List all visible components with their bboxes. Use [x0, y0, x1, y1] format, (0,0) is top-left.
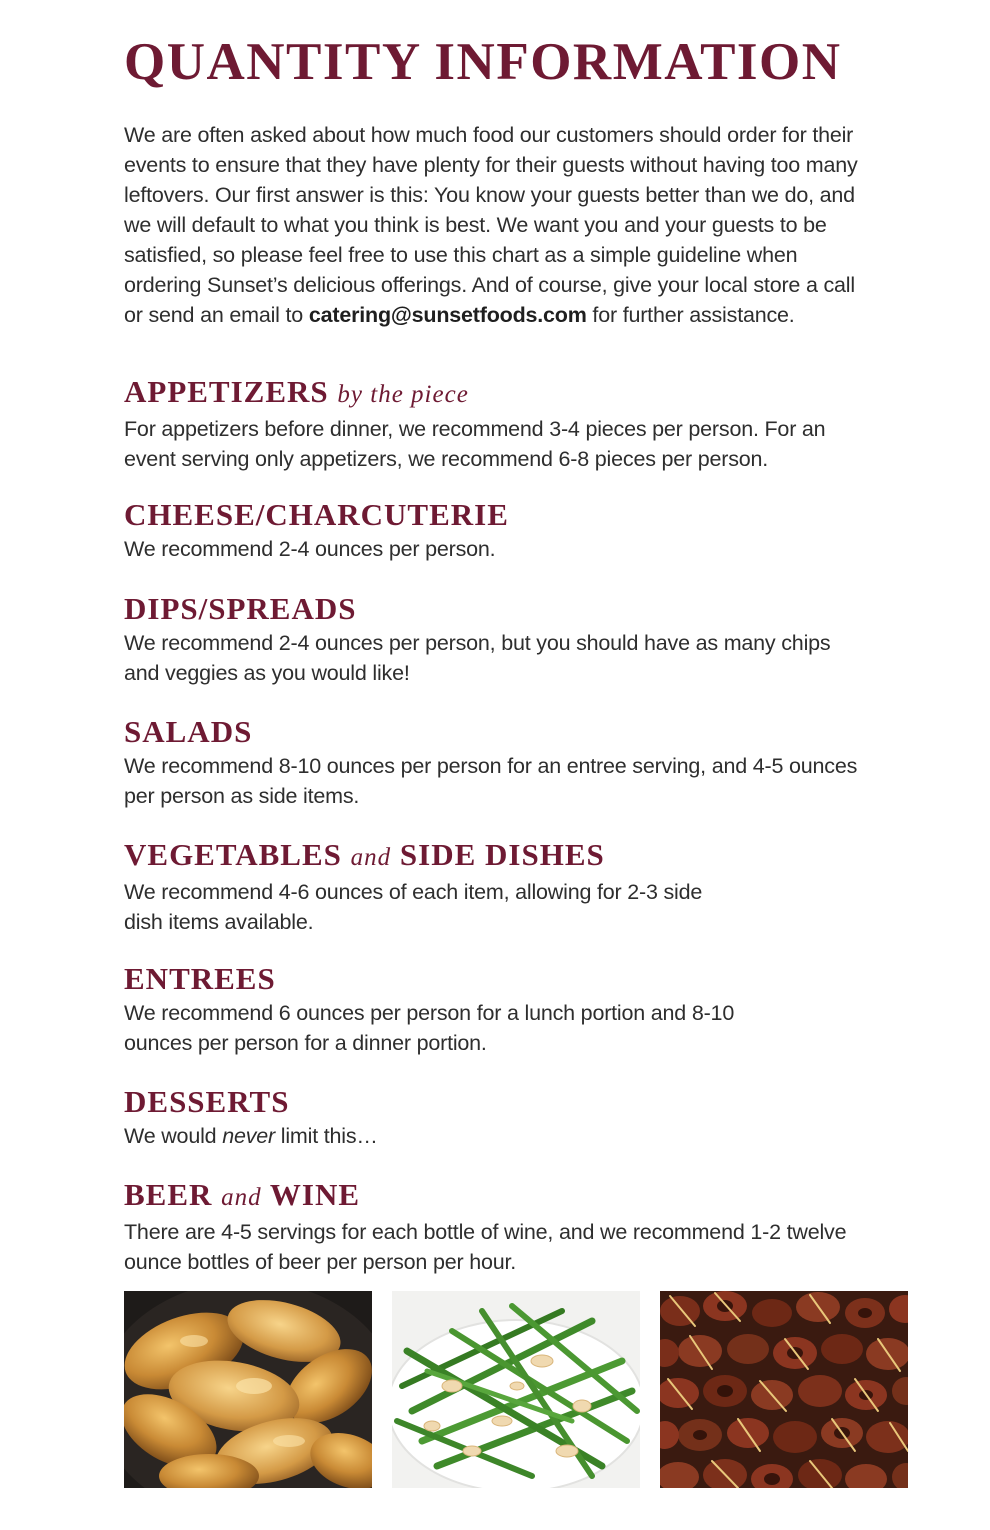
section-title-part-a: VEGETABLES [124, 837, 342, 872]
section-desserts [124, 1084, 864, 1151]
section-body: We recommend 6 ounces per person for a lunch portion and 8-10 ounces per person for a dinner portion. [124, 1001, 735, 1055]
section-body: For appetizers before dinner, we recommend 3-4 pieces per person. For an event serving only appetizers, we recommend 6-8 pieces per person. [124, 417, 826, 471]
section-body: We recommend 2-4 ounces per person. [124, 537, 496, 561]
intro-text-end: for further assistance. [586, 303, 795, 327]
section-title [124, 1177, 864, 1216]
section-title: ENTREES [124, 961, 276, 996]
section-body: We recommend 2-4 ounces per person, but you should have as many chips and veggies as you would like! [124, 631, 831, 685]
desserts-text-end: limit this… [274, 1124, 378, 1148]
section-title: DESSERTS [124, 1084, 290, 1119]
section-title-part-a: BEER [124, 1177, 213, 1212]
green-beans-photo [392, 1291, 640, 1488]
section-body: There are 4-5 servings for each bottle of wine, and we recommend 1-2 twelve ounce bottles of beer per person per hour. [124, 1220, 847, 1274]
section-body: We recommend 8-10 ounces per person for an entree serving, and 4-5 ounces per person as side items. [124, 754, 858, 808]
intro-paragraph [124, 120, 864, 330]
catering-email[interactable]: catering@sunsetfoods.com [308, 303, 587, 327]
chicken-wings-photo [124, 1291, 372, 1488]
desserts-text: We would [124, 1124, 223, 1148]
section-title-suffix: by the piece [337, 381, 469, 408]
section-title-part-b: SIDE DISHES [399, 837, 605, 872]
section-vegetables [124, 837, 864, 937]
chicken-wings-image [124, 1291, 372, 1488]
section-title: CHEESE/CHARCUTERIE [124, 497, 509, 532]
section-title-and: and [221, 1184, 262, 1211]
section-title [124, 374, 864, 413]
section-title-part-b: WINE [269, 1177, 361, 1212]
section-title: SALADS [124, 714, 253, 749]
section-cheese [124, 497, 864, 564]
section-appetizers [124, 374, 864, 474]
section-dips [124, 591, 864, 688]
section-body [124, 1121, 864, 1151]
green-beans-image [392, 1291, 640, 1488]
section-title-main: APPETIZERS [124, 374, 329, 409]
section-entrees [124, 961, 864, 1058]
intro-text: We are often asked about how much food our customers should order for their events to ensure that they have plenty for their guests without having too many leftovers. Our first answer is this: You know your guests better than we do, and we will default to what you think is best. We want you and your guests to be satisfied, so please feel free to use this chart as a simple guideline when ordering Sunset’s delicious offerings. And of course, give your local store a call or send an email to [124, 123, 858, 327]
section-body: We recommend 4-6 ounces of each item, allowing for 2-3 side dish items available. [124, 880, 703, 934]
section-title: DIPS/SPREADS [124, 591, 357, 626]
bacon-wrapped-dates-photo [660, 1291, 908, 1488]
section-beer-wine [124, 1177, 864, 1277]
photo-strip [124, 1291, 908, 1488]
desserts-emphasis: never [222, 1124, 275, 1148]
bacon-dates-image [660, 1291, 908, 1488]
page-title: QUANTITY INFORMATION [124, 33, 842, 91]
section-salads [124, 714, 864, 811]
section-title-and: and [350, 844, 392, 871]
section-title [124, 837, 864, 876]
